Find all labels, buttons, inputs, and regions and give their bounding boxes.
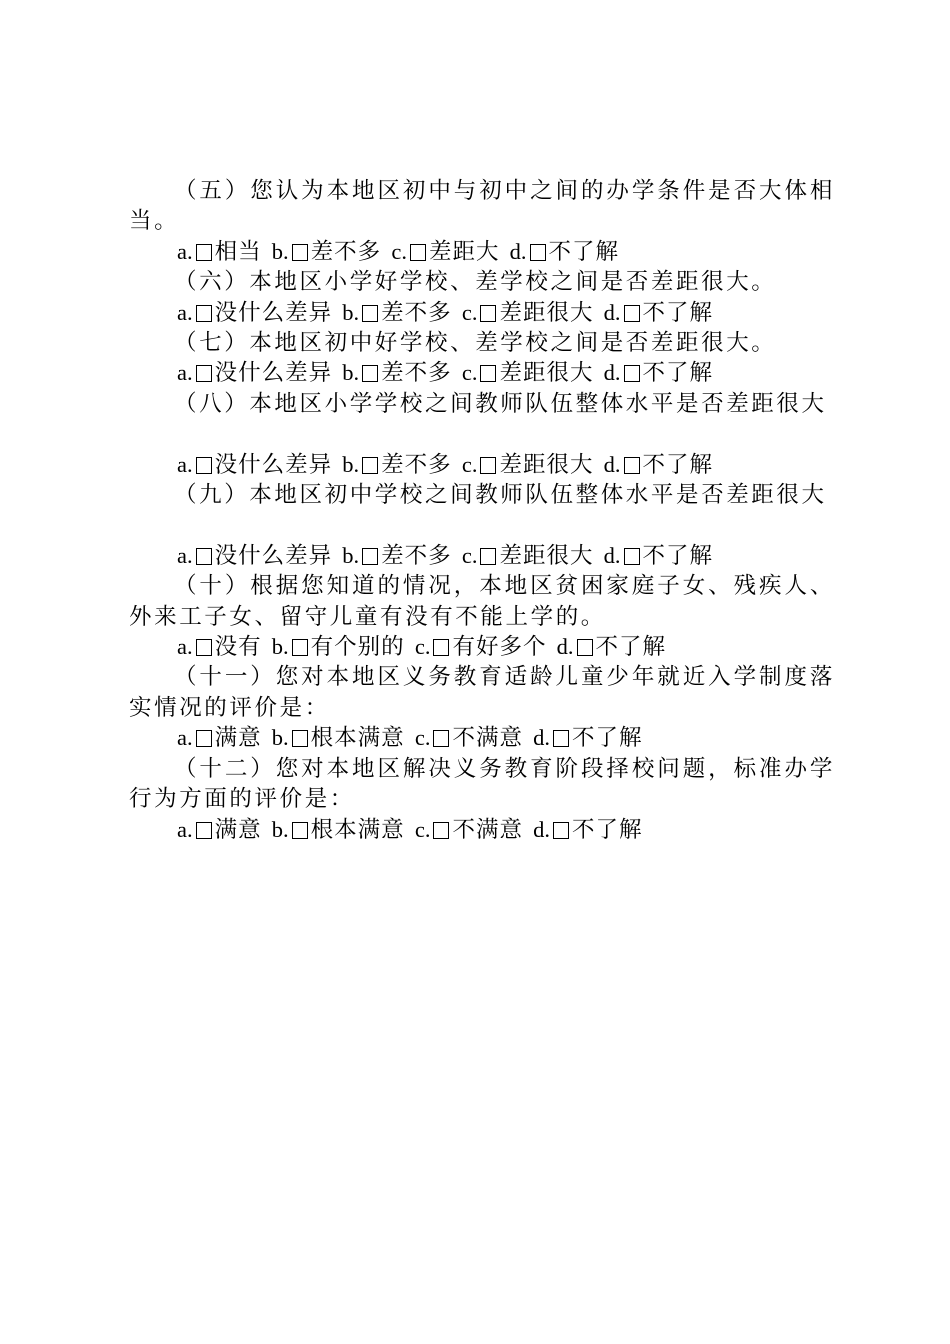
checkbox-icon[interactable] (196, 244, 212, 261)
checkbox-icon[interactable] (480, 365, 496, 382)
option-letter: a. (177, 360, 193, 386)
option-label: 有个别的 (310, 634, 405, 661)
question-text: （五）您认为本地区初中与初中之间的办学条件是否大体相当。 (129, 178, 835, 235)
option-d[interactable] (557, 632, 666, 662)
checkbox-icon[interactable] (577, 639, 593, 656)
option-a[interactable] (177, 450, 332, 480)
option-letter: a. (177, 238, 193, 264)
option-c[interactable] (462, 298, 594, 328)
question-8 (129, 389, 835, 480)
option-letter: d. (603, 299, 621, 325)
option-label: 不了解 (595, 634, 667, 661)
option-label: 有好多个 (452, 634, 547, 661)
checkbox-icon[interactable] (362, 548, 378, 565)
option-c[interactable] (391, 237, 499, 267)
checkbox-icon[interactable] (196, 365, 212, 382)
checkbox-icon[interactable] (624, 305, 640, 322)
option-d[interactable] (604, 298, 713, 328)
option-b[interactable] (342, 358, 451, 388)
option-c[interactable] (415, 632, 547, 662)
option-a[interactable] (177, 815, 262, 845)
option-label: 差距很大 (499, 360, 594, 387)
question-9 (129, 480, 835, 571)
checkbox-icon[interactable] (624, 457, 640, 474)
option-letter: a. (177, 542, 193, 568)
question-text: （八）本地区小学学校之间教师队伍整体水平是否差距很大 (174, 390, 827, 417)
option-label: 不了解 (642, 299, 714, 326)
option-label: 没什么差异 (214, 451, 333, 478)
checkbox-icon[interactable] (196, 822, 212, 839)
option-letter: c. (414, 816, 431, 842)
option-label: 满意 (214, 725, 262, 752)
question-5 (129, 176, 835, 267)
option-label: 不了解 (572, 725, 643, 752)
option-a[interactable] (177, 358, 332, 388)
option-label: 满意 (214, 816, 262, 843)
option-a[interactable] (177, 541, 332, 571)
option-label: 差距很大 (499, 451, 594, 478)
option-letter: b. (342, 451, 360, 477)
checkbox-icon[interactable] (196, 639, 212, 656)
option-label: 不了解 (642, 360, 714, 387)
question-11 (129, 662, 835, 753)
option-label: 不了解 (642, 542, 714, 569)
checkbox-icon[interactable] (362, 365, 378, 382)
option-a[interactable] (177, 298, 332, 328)
option-d[interactable] (604, 450, 713, 480)
option-label: 没什么差异 (214, 299, 333, 326)
checkbox-icon[interactable] (624, 548, 640, 565)
option-letter: c. (391, 238, 407, 264)
survey-content (129, 176, 835, 845)
checkbox-icon[interactable] (362, 305, 378, 322)
option-label: 没有 (214, 634, 262, 661)
option-letter: b. (342, 542, 360, 568)
option-label: 不满意 (452, 816, 523, 843)
option-c[interactable] (462, 358, 594, 388)
option-a[interactable] (177, 237, 262, 267)
question-10 (129, 571, 835, 662)
checkbox-icon[interactable] (410, 244, 426, 261)
option-c[interactable] (462, 541, 594, 571)
option-letter: b. (342, 360, 360, 386)
option-letter: d. (533, 725, 551, 751)
checkbox-icon[interactable] (196, 305, 212, 322)
checkbox-icon[interactable] (196, 457, 212, 474)
option-d[interactable] (604, 541, 713, 571)
question-text: （十一）您对本地区义务教育适龄儿童少年就近入学制度落实情况的评价是： (129, 664, 835, 721)
options-row (129, 237, 835, 267)
question-7 (129, 328, 835, 389)
options-row (129, 358, 835, 388)
option-letter: c. (414, 634, 431, 660)
option-letter: d. (509, 238, 527, 264)
option-letter: b. (271, 816, 289, 842)
options-row (129, 723, 835, 753)
question-6 (129, 267, 835, 328)
options-row (129, 298, 835, 328)
option-d[interactable] (533, 723, 642, 753)
option-letter: c. (461, 451, 478, 477)
checkbox-icon[interactable] (433, 639, 449, 656)
option-label: 没什么差异 (214, 542, 333, 569)
option-letter: a. (177, 634, 193, 660)
checkbox-icon[interactable] (480, 457, 496, 474)
option-d[interactable] (533, 815, 642, 845)
option-letter: a. (177, 725, 193, 751)
option-label: 不了解 (548, 238, 620, 265)
question-text: （六）本地区小学好学校、差学校之间是否差距很大。 (174, 269, 777, 296)
option-letter: c. (414, 725, 431, 751)
options-row (129, 450, 835, 480)
option-b[interactable] (272, 815, 405, 845)
option-letter: b. (271, 725, 289, 751)
option-a[interactable] (177, 632, 262, 662)
option-d[interactable] (604, 358, 713, 388)
checkbox-icon[interactable] (196, 548, 212, 565)
options-row (129, 541, 835, 571)
option-label: 差距很大 (499, 542, 594, 569)
checkbox-icon[interactable] (292, 822, 308, 839)
option-label: 相当 (214, 238, 262, 265)
option-letter: c. (461, 299, 478, 325)
option-b[interactable] (342, 298, 451, 328)
option-label: 不了解 (572, 816, 643, 843)
checkbox-icon[interactable] (292, 639, 308, 656)
option-letter: b. (342, 299, 360, 325)
question-text: （十二）您对本地区解决义务教育阶段择校问题，标准办学行为方面的评价是： (129, 755, 835, 813)
option-letter: b. (271, 634, 289, 660)
checkbox-icon[interactable] (480, 548, 496, 565)
checkbox-icon[interactable] (433, 822, 449, 839)
option-letter: c. (461, 360, 478, 386)
option-label: 差距大 (428, 238, 500, 265)
option-label: 差不多 (381, 451, 452, 478)
checkbox-icon[interactable] (433, 730, 449, 747)
option-b[interactable] (272, 632, 405, 662)
option-label: 差不多 (381, 299, 452, 326)
checkbox-icon[interactable] (292, 730, 308, 747)
option-label: 不了解 (642, 451, 714, 478)
checkbox-icon[interactable] (292, 244, 308, 261)
option-letter: b. (271, 238, 289, 264)
checkbox-icon[interactable] (362, 457, 378, 474)
checkbox-icon[interactable] (624, 365, 640, 382)
checkbox-icon[interactable] (480, 305, 496, 322)
option-label: 差不多 (381, 542, 452, 569)
option-b[interactable] (272, 723, 405, 753)
question-text: （七）本地区初中好学校、差学校之间是否差距很大。 (174, 330, 777, 357)
option-letter: a. (177, 816, 193, 842)
checkbox-icon[interactable] (196, 730, 212, 747)
question-12 (129, 754, 835, 845)
option-letter: d. (603, 542, 621, 568)
checkbox-icon[interactable] (553, 730, 569, 747)
option-letter: d. (603, 451, 621, 477)
option-b[interactable] (272, 237, 381, 267)
question-text: （十）根据您知道的情况，本地区贫困家庭子女、残疾人、外来工子女、留守儿童有没有不能上学的。 (129, 573, 835, 630)
option-c[interactable] (415, 723, 523, 753)
option-letter: d. (533, 816, 551, 842)
option-c[interactable] (415, 815, 523, 845)
option-letter: c. (461, 542, 478, 568)
option-c[interactable] (462, 450, 594, 480)
option-letter: d. (556, 634, 574, 660)
option-b[interactable] (342, 541, 451, 571)
option-label: 差不多 (310, 238, 382, 265)
options-row (129, 815, 835, 845)
option-a[interactable] (177, 723, 262, 753)
option-b[interactable] (342, 450, 451, 480)
option-label: 根本满意 (310, 816, 405, 843)
option-letter: a. (177, 299, 193, 325)
checkbox-icon[interactable] (530, 244, 546, 261)
option-letter: a. (177, 451, 193, 477)
option-d[interactable] (510, 237, 619, 267)
options-row (129, 632, 835, 662)
option-label: 差距很大 (499, 299, 594, 326)
option-label: 根本满意 (310, 725, 405, 752)
checkbox-icon[interactable] (553, 822, 569, 839)
option-label: 不满意 (452, 725, 523, 752)
option-label: 没什么差异 (214, 360, 333, 387)
option-letter: d. (603, 360, 621, 386)
question-text: （九）本地区初中学校之间教师队伍整体水平是否差距很大 (174, 482, 827, 509)
option-label: 差不多 (381, 360, 452, 387)
